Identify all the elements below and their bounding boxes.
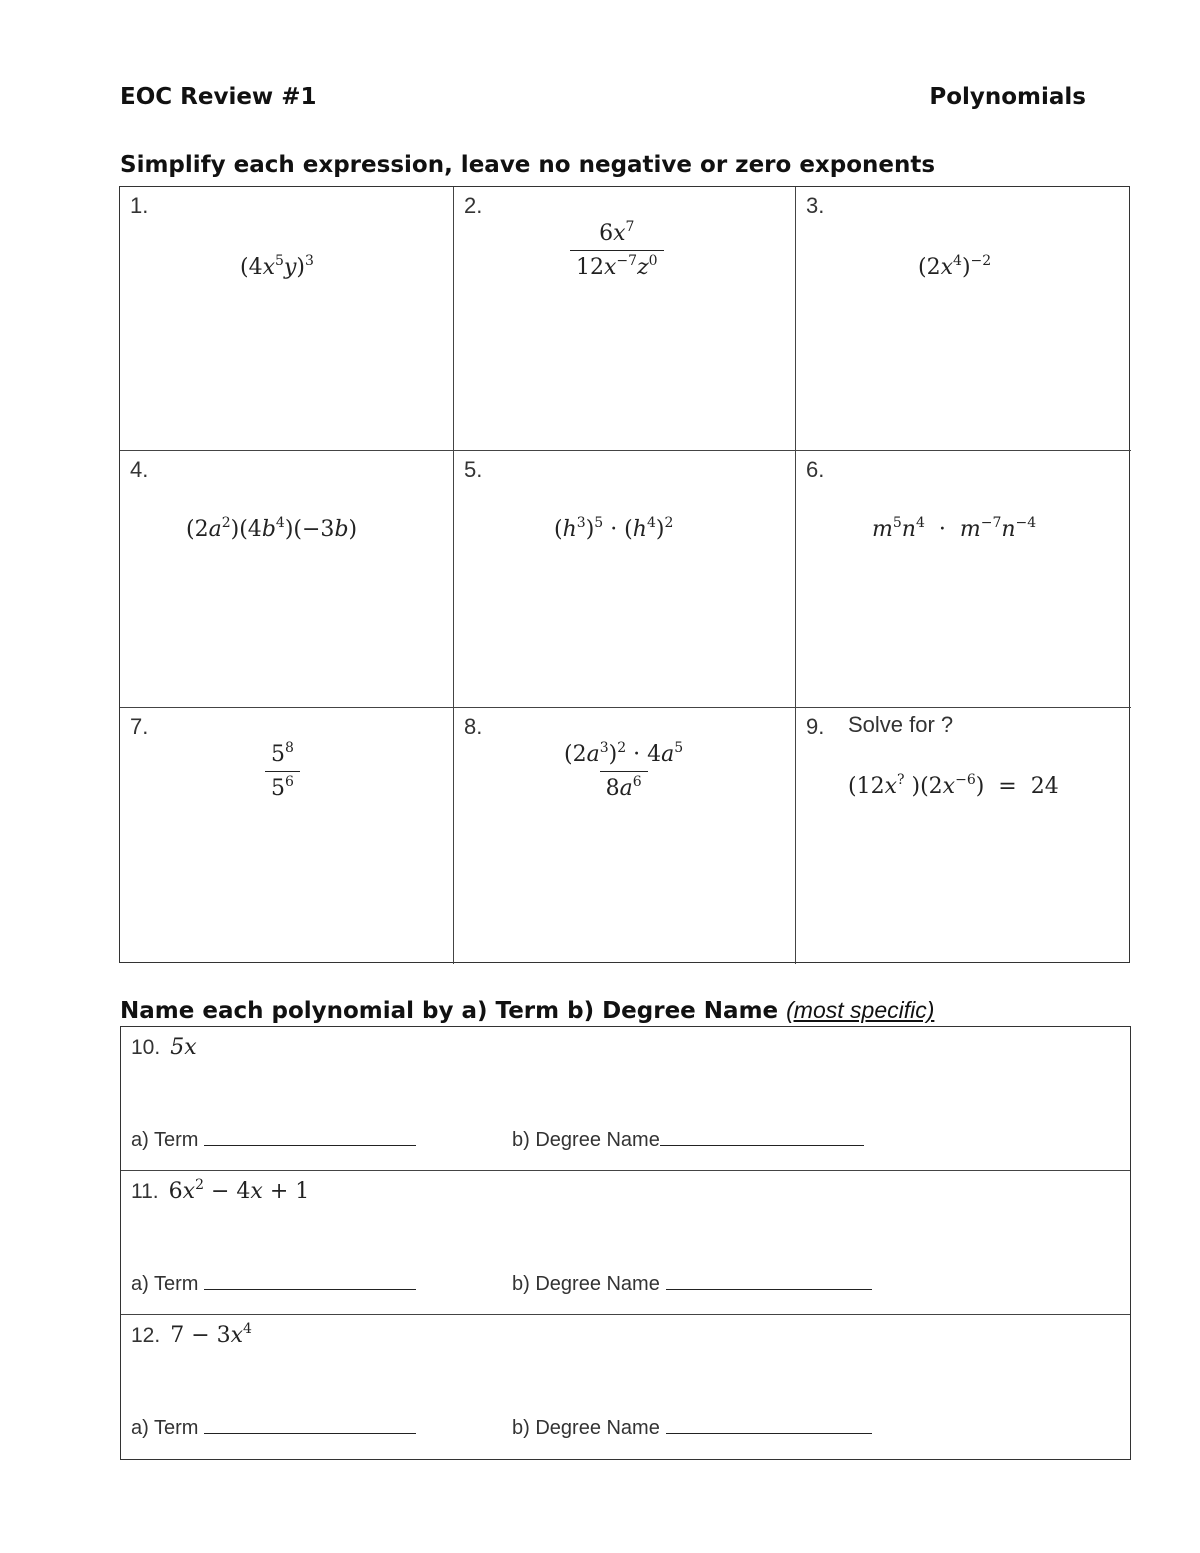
polynomial-expression: 5x bbox=[170, 1035, 197, 1060]
term-answer bbox=[131, 1127, 416, 1152]
degree-label: b) Degree Name bbox=[512, 1273, 660, 1295]
term-label: a) Term bbox=[131, 1129, 199, 1151]
term-answer bbox=[131, 1415, 416, 1440]
problem-cell-2 bbox=[454, 187, 796, 451]
section2-title-main: Name each polynomial by a) Term b) Degree Name bbox=[120, 998, 787, 1024]
section2-title-note: (most specific) bbox=[786, 997, 935, 1023]
problem-number: 2. bbox=[464, 193, 483, 218]
term-blank[interactable] bbox=[204, 1127, 416, 1146]
polynomial-expression: $6x^2 - 4x + 1$ bbox=[168, 1177, 310, 1204]
degree-label: b) Degree Name bbox=[512, 1417, 660, 1439]
degree-blank[interactable] bbox=[666, 1415, 872, 1434]
polynomial-header bbox=[131, 1323, 252, 1348]
degree-answer bbox=[512, 1127, 864, 1152]
problem-cell-3 bbox=[796, 187, 1131, 451]
term-label: a) Term bbox=[131, 1417, 199, 1439]
problem-fraction: $\frac{6x^7}{12x^{-7}z^0}$ bbox=[570, 221, 664, 280]
problem-cell-5 bbox=[454, 451, 796, 708]
problem-expression: (12x? )$(2x^{-6}) = 24$ bbox=[848, 772, 1059, 799]
problem-number: 1. bbox=[130, 193, 149, 218]
solve-label: Solve for ? bbox=[848, 712, 954, 737]
simplify-grid bbox=[119, 186, 1130, 963]
problem-cell-6 bbox=[796, 451, 1131, 708]
polynomial-expression: $7 - 3x^4$ bbox=[170, 1321, 252, 1348]
term-blank[interactable] bbox=[204, 1415, 416, 1434]
polynomial-header bbox=[131, 1035, 197, 1060]
polynomial-row-11 bbox=[121, 1171, 1130, 1315]
polynomial-table bbox=[120, 1026, 1131, 1460]
degree-answer bbox=[512, 1271, 872, 1296]
term-answer bbox=[131, 1271, 416, 1296]
problem-fraction: $\frac{5^8}{5^6}$ bbox=[265, 742, 300, 801]
degree-label: b) Degree Name bbox=[512, 1129, 660, 1151]
polynomial-row-12 bbox=[121, 1315, 1130, 1458]
term-blank[interactable] bbox=[204, 1271, 416, 1290]
problem-expression: $(2a^2)(4b^4)(-3b)$ bbox=[186, 515, 358, 542]
polynomial-number: 11. bbox=[131, 1180, 159, 1203]
problem-number: 7. bbox=[130, 714, 149, 739]
problem-cell-4 bbox=[120, 451, 454, 708]
problem-number: 4. bbox=[130, 457, 149, 482]
polynomial-header bbox=[131, 1179, 309, 1204]
problem-cell-1 bbox=[120, 187, 454, 451]
section2-title bbox=[120, 997, 934, 1024]
problem-expression: $(4x^5y)^3$ bbox=[240, 253, 314, 280]
problem-expression: $(h^3)^5 \cdot (h^4)^2$ bbox=[554, 515, 674, 542]
problem-expression: $(2x^4)^{-2}$ bbox=[918, 253, 992, 280]
problem-number: 8. bbox=[464, 714, 483, 739]
problem-cell-8 bbox=[454, 708, 796, 964]
polynomial-number: 12. bbox=[131, 1324, 161, 1347]
polynomial-row-10 bbox=[121, 1027, 1130, 1171]
worksheet-title: EOC Review #1 bbox=[120, 84, 317, 110]
degree-answer bbox=[512, 1415, 872, 1440]
problem-expression: $m^5n^4 \cdot m^{-7}n^{-4}$ bbox=[872, 515, 1037, 542]
polynomial-number: 10. bbox=[131, 1036, 161, 1059]
problem-cell-9 bbox=[796, 708, 1131, 964]
section1-title: Simplify each expression, leave no negative or zero exponents bbox=[120, 152, 936, 178]
degree-blank[interactable] bbox=[666, 1271, 872, 1290]
problem-number: 9. bbox=[806, 714, 825, 739]
degree-blank[interactable] bbox=[660, 1127, 864, 1146]
problem-number: 3. bbox=[806, 193, 825, 218]
term-label: a) Term bbox=[131, 1273, 199, 1295]
worksheet-topic: Polynomials bbox=[929, 84, 1086, 110]
problem-fraction: $\frac{(2a^3)^2 \cdot 4a^5}{8a^6}$ bbox=[564, 740, 684, 801]
problem-cell-7 bbox=[120, 708, 454, 964]
problem-number: 6. bbox=[806, 457, 825, 482]
problem-number: 5. bbox=[464, 457, 483, 482]
